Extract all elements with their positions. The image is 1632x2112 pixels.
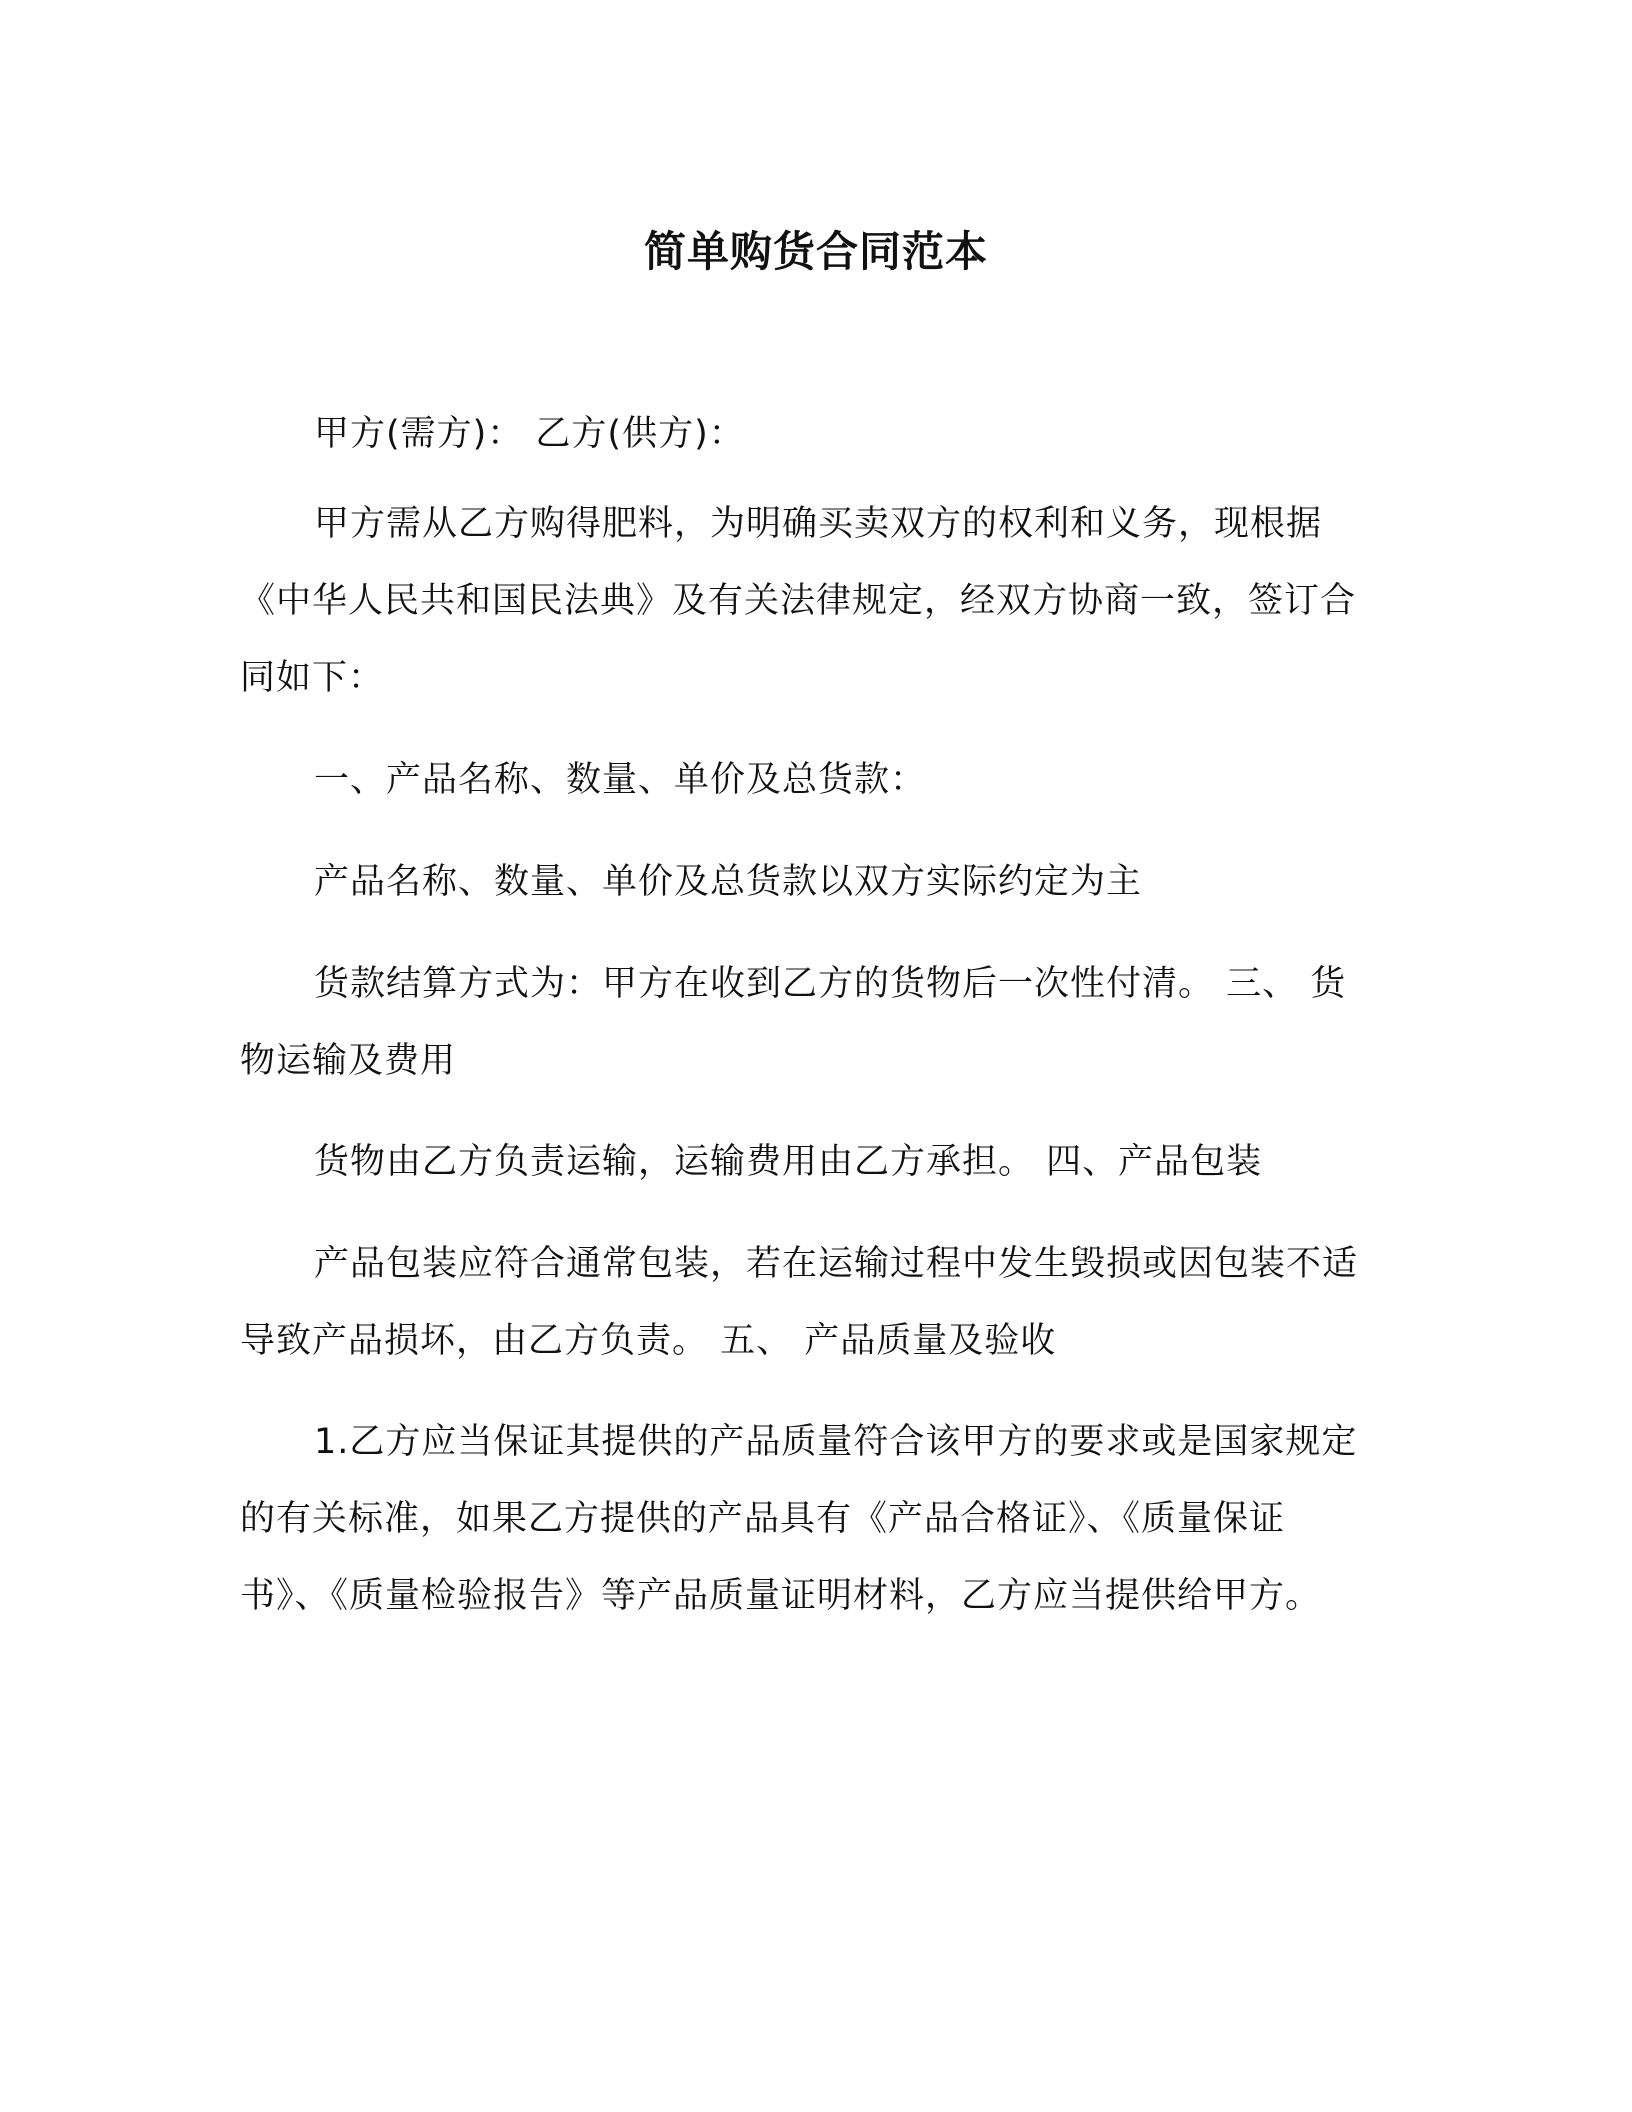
product-terms-paragraph: 产品名称、数量、单价及总货款以双方实际约定为主 (314, 862, 1143, 902)
document-title: 简单购货合同范本 (643, 227, 988, 276)
quality-clause-1: 1.乙方应当保证其提供的产品质量符合该甲方的要求或是国家规定的有关标准，如果乙方提供的产品具有《产品合格证》、《质量保证书》、《质量检验报告》等产品质量证明材料，乙方应当提供给甲方。 (240, 1422, 1358, 1616)
payment-terms-paragraph: 货款结算方式为：甲方在收到乙方的货物后一次性付清。 三、 货物运输及费用 (240, 964, 1347, 1081)
section-1-heading: 一、产品名称、数量、单价及总货款： (314, 760, 927, 800)
parties-line: 甲方(需方)： 乙方(供方)： (314, 414, 745, 454)
preamble-paragraph: 甲方需从乙方购得肥料，为明确买卖双方的权利和义务，现根据《中华人民共和国民法典》及有关法律规定，经双方协商一致，签订合同如下： (240, 504, 1357, 698)
packaging-paragraph: 产品包装应符合通常包装，若在运输过程中发生毁损或因包装不适导致产品损坏，由乙方负责。 五、 产品质量及验收 (240, 1244, 1359, 1361)
transport-paragraph: 货物由乙方负责运输，运输费用由乙方承担。 四、产品包装 (314, 1142, 1263, 1182)
